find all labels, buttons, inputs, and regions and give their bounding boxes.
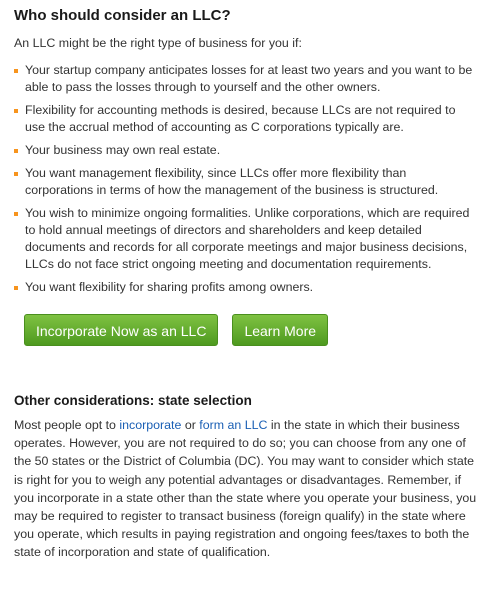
section-title-llc: Who should consider an LLC? bbox=[14, 7, 231, 24]
intro-text: An LLC might be the right type of business for you if: bbox=[14, 36, 302, 50]
state-selection-section bbox=[14, 392, 476, 562]
bullet-square-icon bbox=[14, 109, 18, 113]
paragraph-text: in the state in which their business operates. However, you are not required to do so; you can choose from any one of the 50 states or the District of Columbia (DC). You may want to consider which state is right for you to weigh any potential advantages or disadvantages. Remember, if you incorporate in a state other than the state where you operate your business, you may be required to register to transact business (foreign qualify) in the state where you operate, which results in paying registration and ongoing fees/taxes to both the state of incorporation and state of qualification. bbox=[14, 418, 477, 560]
form-llc-link[interactable]: form an LLC bbox=[199, 418, 268, 432]
incorporate-link[interactable]: incorporate bbox=[119, 418, 182, 432]
list-item bbox=[14, 62, 475, 96]
paragraph-text: Most people opt to bbox=[14, 418, 120, 432]
cta-button-group bbox=[14, 314, 476, 346]
bullet-square-icon bbox=[14, 172, 18, 176]
bullet-square-icon bbox=[14, 69, 18, 73]
list-item-text: Flexibility for accounting methods is desired, because LLCs are not required to use the accrual method of accounting as C corporations typically are. bbox=[25, 103, 456, 134]
section-title-state-selection: Other considerations: state selection bbox=[14, 393, 252, 408]
state-selection-paragraph bbox=[14, 416, 479, 562]
list-item-text: You wish to minimize ongoing formalities. Unlike corporations, which are required to hold annual meetings of directors and shareholders and keep detailed documents and records for all corporate meetings and major business decisions, LLCs do not face strict ongoing meeting and documentation requirements. bbox=[25, 206, 470, 271]
paragraph-text: or bbox=[181, 418, 200, 432]
list-item bbox=[14, 165, 475, 199]
bullet-square-icon bbox=[14, 286, 18, 290]
bullet-square-icon bbox=[14, 149, 18, 153]
learn-more-button[interactable]: Learn More bbox=[232, 314, 328, 346]
list-item bbox=[14, 205, 475, 273]
list-item-text: You want flexibility for sharing profits among owners. bbox=[25, 280, 314, 294]
list-item bbox=[14, 279, 475, 296]
incorporate-llc-button[interactable]: Incorporate Now as an LLC bbox=[24, 314, 218, 346]
list-item-text: Your startup company anticipates losses for at least two years and you want to be able to pass the losses through to yourself and the other owners. bbox=[25, 63, 473, 94]
list-item-text: Your business may own real estate. bbox=[25, 143, 221, 157]
list-item bbox=[14, 142, 475, 159]
list-item bbox=[14, 102, 475, 136]
llc-criteria-list bbox=[14, 62, 476, 296]
bullet-square-icon bbox=[14, 212, 18, 216]
list-item-text: You want management flexibility, since LLCs offer more flexibility than corporations in terms of how the management of the business is structured. bbox=[25, 166, 439, 197]
